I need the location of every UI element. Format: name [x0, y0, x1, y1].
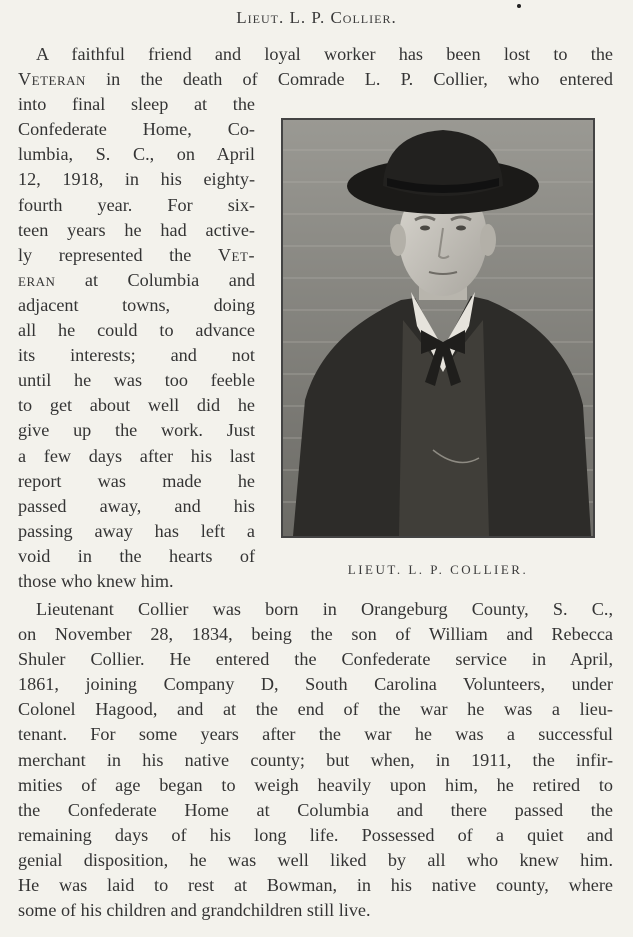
text-line: tenant. For some years after the war he was a successful [18, 724, 613, 745]
photo-caption: LIEUT. L. P. COLLIER. [347, 562, 529, 577]
text-line: into final sleep at the [18, 94, 255, 115]
text-line: A faithful friend and loyal worker has been lost to the [36, 44, 613, 64]
text-line: void in the hearts of [18, 545, 255, 566]
text-line: fourth year. For six- [18, 194, 255, 215]
text-line: all he could to advance [18, 320, 255, 341]
text-line: until he was too feeble [18, 370, 255, 391]
text-line: merchant in his native county; but when, in 1911, the infir- [18, 749, 613, 770]
text-line: passed away, and his [18, 495, 255, 516]
text-line: a few days after his last [18, 445, 255, 466]
text-line: mities of age began to weigh heavily upon him, he retired to [18, 774, 613, 795]
portrait-photo [281, 118, 595, 538]
text-line: 1861, joining Company D, South Carolina Volunteers, under [18, 674, 613, 695]
text-line: the Confederate Home at Columbia and there passed the [18, 799, 613, 820]
text-line: on November 28, 1834, being the son of William and Rebecca [18, 624, 613, 645]
text-line: adjacent towns, doing [18, 294, 255, 315]
text-line: give up the work. Just [18, 420, 255, 441]
text-line: to get about well did he [18, 395, 255, 416]
text-line: Colonel Hagood, and at the end of the war he was a lieu- [18, 699, 613, 720]
text-line: Lieutenant Collier was born in Orangeburg County, S. C., [36, 599, 613, 619]
paragraph-2 [18, 597, 613, 923]
text-line: passing away has left a [18, 520, 255, 541]
narrow-column [18, 92, 255, 594]
text-line: its interests; and not [18, 345, 255, 366]
text-line: report was made he [18, 470, 255, 491]
portrait-image [283, 120, 593, 536]
text-line: those who knew him. [18, 570, 174, 591]
text-line: lumbia, S. C., on April [18, 144, 255, 165]
text-line: genial disposition, he was well liked by all who knew him. [18, 849, 613, 870]
text-line: eran at Columbia and [18, 269, 256, 290]
text-line: Confederate Home, Co- [18, 119, 255, 140]
text-line: He was laid to rest at Bowman, in his native county, where [18, 875, 613, 896]
text-line: some of his children and grandchildren still live. [18, 900, 371, 921]
text-line: remaining days of his long life. Possessed of a quiet and [18, 824, 613, 845]
text-line: ly represented the Vet- [18, 244, 255, 265]
text-line: teen years he had active- [18, 219, 255, 240]
text-line: 12, 1918, in his eighty- [18, 169, 255, 190]
text-line: Veteran in the death of Comrade L. P. Collier, who entered [18, 69, 614, 90]
page-title: Lieut. L. P. Collier. [236, 8, 397, 27]
text-line: Shuler Collier. He entered the Confederate service in April, [18, 649, 613, 670]
veteran-word: Veteran [18, 69, 86, 90]
